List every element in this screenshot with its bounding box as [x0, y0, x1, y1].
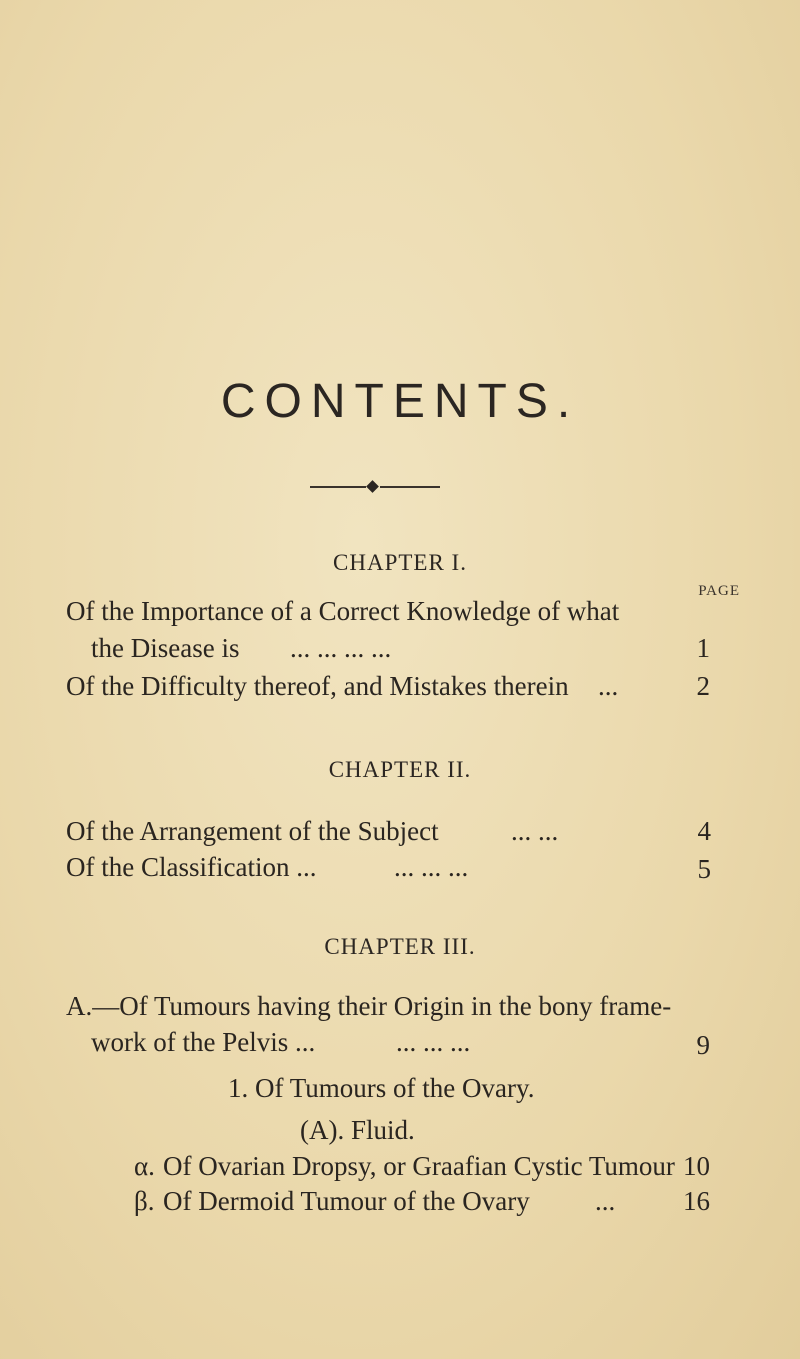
diamond-icon — [366, 480, 379, 493]
toc-page-number: 9 — [696, 1030, 710, 1060]
chapter-heading: CHAPTER III. — [324, 934, 476, 959]
toc-page-number: 10 — [683, 1151, 710, 1181]
toc-entry-text: Of Ovarian Dropsy, or Graafian Cystic Tumour — [163, 1151, 675, 1181]
toc-leaders: ... ... — [511, 816, 559, 846]
toc-subsection-heading: 1. Of Tumours of the Ovary. — [228, 1073, 535, 1103]
toc-leaders: ... ... ... ... — [290, 633, 392, 663]
toc-page-number: 5 — [697, 854, 711, 884]
toc-subsubsection-heading: (A). Fluid. — [300, 1115, 415, 1145]
ornament-rule-left — [310, 486, 366, 488]
ornament-divider — [310, 478, 440, 496]
toc-leaders: ... ... ... — [396, 1027, 471, 1057]
toc-leaders: ... — [598, 671, 619, 701]
toc-entry-text: Of the Arrangement of the Subject — [66, 816, 439, 846]
ornament-rule-right — [380, 486, 440, 488]
toc-page-number: 16 — [683, 1186, 710, 1216]
toc-leaders: ... ... ... — [394, 852, 469, 882]
toc-entry-text: Of the Difficulty thereof, and Mistakes therein — [66, 671, 569, 701]
toc-item-marker: β. — [134, 1186, 155, 1216]
page-title: CONTENTS. — [220, 375, 580, 428]
toc-page-number: 2 — [696, 671, 710, 701]
page-column-label: PAGE — [698, 583, 740, 599]
toc-entry-text: Of the Classification ... — [66, 852, 317, 882]
toc-page-number: 4 — [697, 816, 711, 846]
toc-entry-text: Of the Importance of a Correct Knowledge of what — [66, 596, 620, 626]
chapter-heading: CHAPTER I. — [333, 550, 467, 575]
toc-entry-text-continued: the Disease is — [91, 633, 240, 663]
toc-entry-text: Of Dermoid Tumour of the Ovary — [163, 1186, 530, 1216]
toc-page-number: 1 — [696, 633, 710, 663]
toc-leaders: ... — [595, 1186, 616, 1216]
toc-entry-text: A.—Of Tumours having their Origin in the bony frame- — [66, 991, 672, 1021]
toc-entry-text-continued: work of the Pelvis ... — [91, 1027, 316, 1057]
chapter-heading: CHAPTER II. — [328, 757, 472, 782]
toc-item-marker: α. — [134, 1151, 155, 1181]
